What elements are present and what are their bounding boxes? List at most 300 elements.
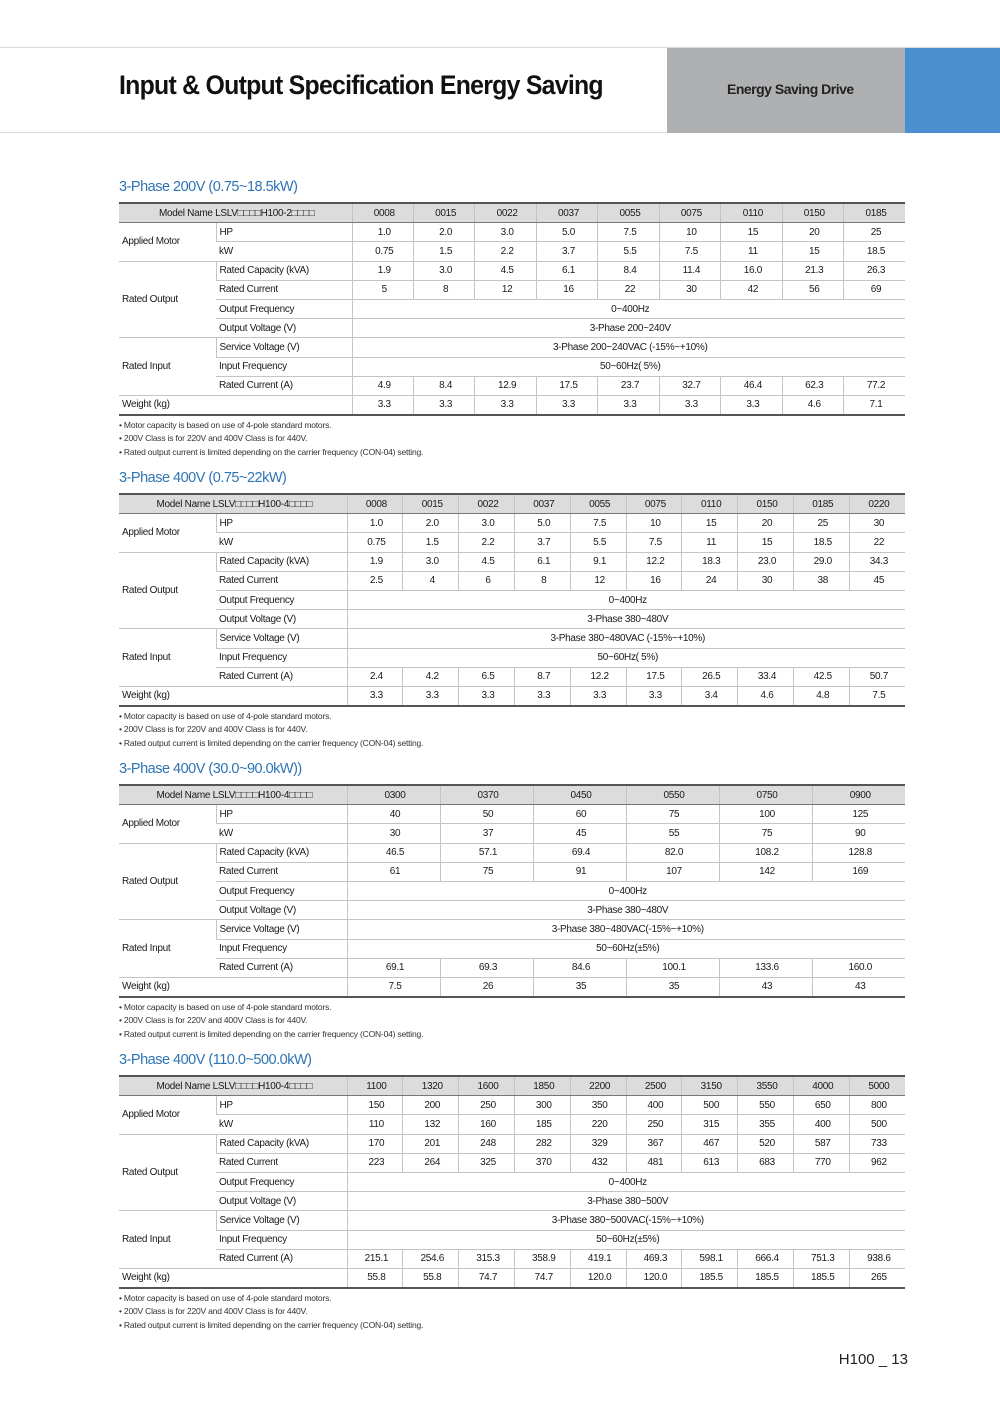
row-label: Rated Capacity (kVA) [216, 1134, 347, 1153]
row-label: kW [216, 242, 352, 261]
rated-input-label: Rated Input [119, 629, 216, 687]
spec-section-400v-small [119, 469, 905, 750]
model-code: 0220 [849, 494, 905, 514]
section-title: 3-Phase 400V (110.0~500.0kW) [119, 1052, 312, 1068]
value-cell: 125 [812, 805, 905, 824]
value-cell: 74.7 [514, 1268, 570, 1288]
value-cell: 250 [459, 1096, 515, 1115]
table-row [119, 590, 905, 609]
value-cell: 2.0 [403, 514, 459, 533]
value-cell: 325 [459, 1153, 515, 1172]
model-code: 0750 [719, 785, 812, 805]
header-row [119, 203, 905, 223]
row-label: Rated Current [216, 862, 347, 881]
value-cell: 25 [793, 514, 849, 533]
value-cell: 50~60Hz( 5%) [347, 648, 905, 667]
page-number: H100 _ 13 [838, 1351, 908, 1368]
model-code: 0300 [347, 785, 440, 805]
table-row [119, 939, 905, 958]
value-cell: 110 [347, 1115, 403, 1134]
row-label: Output Voltage (V) [216, 901, 347, 920]
value-cell: 3-Phase 380~500VAC(-15%~+10%) [347, 1211, 905, 1230]
model-code: 0008 [347, 494, 403, 514]
value-cell: 315.3 [459, 1249, 515, 1268]
value-cell: 962 [849, 1153, 905, 1172]
table-row [119, 977, 905, 997]
value-cell: 56 [782, 280, 843, 299]
footnote: • 200V Class is for 220V and 400V Class is for 440V. [119, 433, 308, 444]
value-cell: 50.7 [849, 667, 905, 686]
value-cell: 3-Phase 200~240V [352, 319, 905, 338]
value-cell: 3.7 [514, 533, 570, 552]
model-code: 1100 [347, 1076, 403, 1096]
value-cell: 133.6 [719, 958, 812, 977]
value-cell: 432 [570, 1153, 626, 1172]
row-label: Rated Current (A) [216, 1249, 347, 1268]
value-cell: 3.3 [352, 395, 413, 415]
weight-label: Weight (kg) [119, 395, 352, 415]
row-label: Rated Current [216, 280, 352, 299]
value-cell: 8.4 [413, 376, 474, 395]
value-cell: 8 [514, 571, 570, 590]
value-cell: 6.5 [459, 667, 515, 686]
footnote: • Rated output current is limited depending on the carrier frequency (CON-04) setting. [119, 1028, 424, 1039]
table-row [119, 571, 905, 590]
model-code: 0037 [536, 203, 597, 223]
row-label: Input Frequency [216, 357, 352, 376]
value-cell: 11 [721, 242, 782, 261]
applied-motor-label: Applied Motor [119, 1096, 216, 1134]
value-cell: 300 [514, 1096, 570, 1115]
accent-block [905, 48, 1000, 133]
value-cell: 587 [793, 1134, 849, 1153]
value-cell: 200 [403, 1096, 459, 1115]
table-row [119, 1134, 905, 1153]
value-cell: 16 [536, 280, 597, 299]
table-row [119, 1153, 905, 1172]
value-cell: 15 [738, 533, 794, 552]
model-code: 0008 [352, 203, 413, 223]
value-cell: 265 [849, 1268, 905, 1288]
model-code: 0150 [782, 203, 843, 223]
value-cell: 30 [849, 514, 905, 533]
value-cell: 1.5 [403, 533, 459, 552]
footnotes [119, 1001, 905, 1041]
value-cell: 10 [659, 223, 720, 242]
value-cell: 22 [598, 280, 659, 299]
spec-table [119, 493, 905, 707]
value-cell: 9.1 [570, 552, 626, 571]
row-label: Output Frequency [216, 590, 347, 609]
value-cell: 2.0 [413, 223, 474, 242]
value-cell: 400 [626, 1096, 682, 1115]
value-cell: 3.0 [459, 514, 515, 533]
rated-output-label: Rated Output [119, 1134, 216, 1211]
value-cell: 3-Phase 380~500V [347, 1192, 905, 1211]
applied-motor-label: Applied Motor [119, 805, 216, 843]
value-cell: 370 [514, 1153, 570, 1172]
value-cell: 4.8 [793, 686, 849, 706]
footnote: • Rated output current is limited depending on the carrier frequency (CON-04) setting. [119, 737, 424, 748]
value-cell: 18.5 [793, 533, 849, 552]
value-cell: 5.5 [570, 533, 626, 552]
value-cell: 82.0 [626, 843, 719, 862]
row-label: Input Frequency [216, 1230, 347, 1249]
section-title: 3-Phase 400V (0.75~22kW) [119, 470, 287, 486]
value-cell: 128.8 [812, 843, 905, 862]
value-cell: 37 [440, 824, 533, 843]
value-cell: 107 [626, 862, 719, 881]
model-code: 1320 [403, 1076, 459, 1096]
value-cell: 598.1 [682, 1249, 738, 1268]
table-row [119, 1192, 905, 1211]
value-cell: 264 [403, 1153, 459, 1172]
weight-label: Weight (kg) [119, 1268, 347, 1288]
section-title: 3-Phase 400V (30.0~90.0kW)) [119, 761, 302, 777]
value-cell: 201 [403, 1134, 459, 1153]
value-cell: 25 [844, 223, 905, 242]
value-cell: 42.5 [793, 667, 849, 686]
value-cell: 11.4 [659, 261, 720, 280]
value-cell: 16.0 [721, 261, 782, 280]
value-cell: 91 [533, 862, 626, 881]
spec-section-200v-small [119, 178, 905, 459]
value-cell: 6 [459, 571, 515, 590]
table-row [119, 338, 905, 357]
value-cell: 500 [682, 1096, 738, 1115]
model-code: 3550 [738, 1076, 794, 1096]
footnote: • Motor capacity is based on use of 4-pole standard motors. [119, 420, 332, 431]
value-cell: 419.1 [570, 1249, 626, 1268]
value-cell: 683 [738, 1153, 794, 1172]
value-cell: 3.3 [475, 395, 536, 415]
table-row [119, 920, 905, 939]
model-code: 0015 [413, 203, 474, 223]
value-cell: 7.5 [849, 686, 905, 706]
value-cell: 120.0 [626, 1268, 682, 1288]
value-cell: 938.6 [849, 1249, 905, 1268]
footnote: • Motor capacity is based on use of 4-pole standard motors. [119, 1293, 332, 1304]
table-row [119, 319, 905, 338]
table-row [119, 1096, 905, 1115]
value-cell: 650 [793, 1096, 849, 1115]
rated-input-label: Rated Input [119, 338, 216, 396]
value-cell: 16 [626, 571, 682, 590]
value-cell: 20 [782, 223, 843, 242]
value-cell: 613 [682, 1153, 738, 1172]
value-cell: 12 [475, 280, 536, 299]
table-row [119, 667, 905, 686]
value-cell: 3-Phase 380~480V [347, 610, 905, 629]
row-label: Rated Capacity (kVA) [216, 843, 347, 862]
value-cell: 75 [440, 862, 533, 881]
table-row [119, 629, 905, 648]
model-code: 3150 [682, 1076, 738, 1096]
table-row [119, 1211, 905, 1230]
value-cell: 3-Phase 380~480V [347, 901, 905, 920]
table-row [119, 1172, 905, 1191]
value-cell: 4.5 [475, 261, 536, 280]
value-cell: 3.3 [347, 686, 403, 706]
value-cell: 0~400Hz [347, 590, 905, 609]
value-cell: 1.9 [347, 552, 403, 571]
value-cell: 42 [721, 280, 782, 299]
value-cell: 77.2 [844, 376, 905, 395]
value-cell: 11 [682, 533, 738, 552]
model-name-header: Model Name LSLV□□□□H100-4□□□□ [119, 494, 347, 514]
value-cell: 15 [682, 514, 738, 533]
header-row [119, 494, 905, 514]
value-cell: 5.5 [598, 242, 659, 261]
value-cell: 21.3 [782, 261, 843, 280]
model-code: 0185 [793, 494, 849, 514]
applied-motor-label: Applied Motor [119, 514, 216, 552]
value-cell: 40 [347, 805, 440, 824]
value-cell: 350 [570, 1096, 626, 1115]
value-cell: 55.8 [347, 1268, 403, 1288]
value-cell: 100.1 [626, 958, 719, 977]
value-cell: 50~60Hz( 5%) [352, 357, 905, 376]
value-cell: 4.5 [459, 552, 515, 571]
value-cell: 160.0 [812, 958, 905, 977]
table-row [119, 299, 905, 318]
footnote: • Rated output current is limited depending on the carrier frequency (CON-04) setting. [119, 446, 424, 457]
row-label: Service Voltage (V) [216, 338, 352, 357]
model-code: 0015 [403, 494, 459, 514]
value-cell: 481 [626, 1153, 682, 1172]
row-label: HP [216, 1096, 347, 1115]
row-label: Rated Current [216, 571, 347, 590]
table-row [119, 1115, 905, 1134]
value-cell: 75 [719, 824, 812, 843]
value-cell: 7.5 [598, 223, 659, 242]
footnote: • 200V Class is for 220V and 400V Class is for 440V. [119, 1015, 308, 1026]
row-label: Service Voltage (V) [216, 1211, 347, 1230]
value-cell: 254.6 [403, 1249, 459, 1268]
value-cell: 2.2 [459, 533, 515, 552]
table-row [119, 901, 905, 920]
value-cell: 520 [738, 1134, 794, 1153]
value-cell: 733 [849, 1134, 905, 1153]
value-cell: 142 [719, 862, 812, 881]
footnotes [119, 710, 905, 750]
value-cell: 3.3 [659, 395, 720, 415]
model-code: 1600 [459, 1076, 515, 1096]
value-cell: 24 [682, 571, 738, 590]
model-name-header: Model Name LSLV□□□□H100-2□□□□ [119, 203, 352, 223]
value-cell: 75 [626, 805, 719, 824]
table-row [119, 533, 905, 552]
row-label: Input Frequency [216, 939, 347, 958]
value-cell: 26.3 [844, 261, 905, 280]
value-cell: 550 [738, 1096, 794, 1115]
value-cell: 315 [682, 1115, 738, 1134]
row-label: Output Voltage (V) [216, 319, 352, 338]
section-tag-label: Energy Saving Drive [727, 81, 854, 97]
value-cell: 1.5 [413, 242, 474, 261]
value-cell: 185.5 [738, 1268, 794, 1288]
value-cell: 30 [659, 280, 720, 299]
value-cell: 50~60Hz(±5%) [347, 939, 905, 958]
value-cell: 69.4 [533, 843, 626, 862]
value-cell: 46.4 [721, 376, 782, 395]
rated-output-label: Rated Output [119, 261, 216, 338]
table-row [119, 395, 905, 415]
header-row [119, 785, 905, 805]
value-cell: 35 [533, 977, 626, 997]
value-cell: 3.0 [475, 223, 536, 242]
value-cell: 20 [738, 514, 794, 533]
model-code: 0110 [682, 494, 738, 514]
value-cell: 50~60Hz(±5%) [347, 1230, 905, 1249]
value-cell: 282 [514, 1134, 570, 1153]
footnote: • Motor capacity is based on use of 4-pole standard motors. [119, 1002, 332, 1013]
value-cell: 8 [413, 280, 474, 299]
value-cell: 55.8 [403, 1268, 459, 1288]
value-cell: 7.5 [626, 533, 682, 552]
value-cell: 90 [812, 824, 905, 843]
value-cell: 10 [626, 514, 682, 533]
model-code: 0185 [844, 203, 905, 223]
table-row [119, 1268, 905, 1288]
spec-section-400v-large [119, 1051, 905, 1332]
value-cell: 3.3 [598, 395, 659, 415]
rated-output-label: Rated Output [119, 552, 216, 629]
value-cell: 17.5 [536, 376, 597, 395]
model-code: 0055 [598, 203, 659, 223]
model-code: 1850 [514, 1076, 570, 1096]
model-name-header: Model Name LSLV□□□□H100-4□□□□ [119, 1076, 347, 1096]
value-cell: 3.3 [721, 395, 782, 415]
value-cell: 29.0 [793, 552, 849, 571]
value-cell: 800 [849, 1096, 905, 1115]
value-cell: 62.3 [782, 376, 843, 395]
value-cell: 5.0 [514, 514, 570, 533]
value-cell: 30 [347, 824, 440, 843]
value-cell: 0~400Hz [352, 299, 905, 318]
value-cell: 26.5 [682, 667, 738, 686]
model-code: 0075 [626, 494, 682, 514]
model-code: 0037 [514, 494, 570, 514]
value-cell: 169 [812, 862, 905, 881]
row-label: Input Frequency [216, 648, 347, 667]
value-cell: 15 [721, 223, 782, 242]
value-cell: 1.0 [352, 223, 413, 242]
value-cell: 32.7 [659, 376, 720, 395]
spec-table [119, 784, 905, 998]
value-cell: 12 [570, 571, 626, 590]
value-cell: 7.5 [570, 514, 626, 533]
value-cell: 8.4 [598, 261, 659, 280]
model-code: 0900 [812, 785, 905, 805]
table-row [119, 223, 905, 242]
value-cell: 5 [352, 280, 413, 299]
value-cell: 17.5 [626, 667, 682, 686]
row-label: Rated Capacity (kVA) [216, 261, 352, 280]
value-cell: 61 [347, 862, 440, 881]
model-name-header: Model Name LSLV□□□□H100-4□□□□ [119, 785, 347, 805]
value-cell: 3.4 [682, 686, 738, 706]
value-cell: 400 [793, 1115, 849, 1134]
model-code: 2200 [570, 1076, 626, 1096]
model-code: 0370 [440, 785, 533, 805]
table-row [119, 357, 905, 376]
value-cell: 30 [738, 571, 794, 590]
value-cell: 60 [533, 805, 626, 824]
value-cell: 4.2 [403, 667, 459, 686]
footnotes [119, 1292, 905, 1332]
row-label: Rated Current (A) [216, 667, 347, 686]
row-label: Rated Current [216, 1153, 347, 1172]
row-label: HP [216, 805, 347, 824]
value-cell: 3.3 [459, 686, 515, 706]
model-code: 0055 [570, 494, 626, 514]
table-row [119, 261, 905, 280]
value-cell: 469.3 [626, 1249, 682, 1268]
header-row [119, 1076, 905, 1096]
value-cell: 6.1 [536, 261, 597, 280]
value-cell: 23.7 [598, 376, 659, 395]
value-cell: 50 [440, 805, 533, 824]
value-cell: 45 [849, 571, 905, 590]
value-cell: 3-Phase 380~480VAC(-15%~+10%) [347, 920, 905, 939]
value-cell: 185 [514, 1115, 570, 1134]
value-cell: 4.6 [738, 686, 794, 706]
value-cell: 43 [812, 977, 905, 997]
value-cell: 1.9 [352, 261, 413, 280]
row-label: Service Voltage (V) [216, 920, 347, 939]
value-cell: 2.2 [475, 242, 536, 261]
value-cell: 33.4 [738, 667, 794, 686]
footnote: • Motor capacity is based on use of 4-pole standard motors. [119, 711, 332, 722]
value-cell: 2.4 [347, 667, 403, 686]
model-code: 4000 [793, 1076, 849, 1096]
table-row [119, 242, 905, 261]
value-cell: 467 [682, 1134, 738, 1153]
table-row [119, 862, 905, 881]
row-label: kW [216, 824, 347, 843]
value-cell: 150 [347, 1096, 403, 1115]
row-label: Rated Current (A) [216, 376, 352, 395]
value-cell: 3.0 [403, 552, 459, 571]
row-label: Output Frequency [216, 881, 347, 900]
row-label: Output Frequency [216, 1172, 347, 1191]
table-row [119, 958, 905, 977]
weight-label: Weight (kg) [119, 977, 347, 997]
value-cell: 7.1 [844, 395, 905, 415]
value-cell: 69 [844, 280, 905, 299]
value-cell: 12.9 [475, 376, 536, 395]
model-code: 2500 [626, 1076, 682, 1096]
value-cell: 55 [626, 824, 719, 843]
value-cell: 100 [719, 805, 812, 824]
row-label: kW [216, 1115, 347, 1134]
value-cell: 1.0 [347, 514, 403, 533]
value-cell: 46.5 [347, 843, 440, 862]
value-cell: 8.7 [514, 667, 570, 686]
value-cell: 18.3 [682, 552, 738, 571]
footnotes [119, 419, 905, 459]
value-cell: 7.5 [347, 977, 440, 997]
value-cell: 108.2 [719, 843, 812, 862]
value-cell: 43 [719, 977, 812, 997]
row-label: Output Frequency [216, 299, 352, 318]
value-cell: 3.3 [514, 686, 570, 706]
value-cell: 69.3 [440, 958, 533, 977]
value-cell: 185.5 [793, 1268, 849, 1288]
value-cell: 250 [626, 1115, 682, 1134]
value-cell: 0.75 [347, 533, 403, 552]
